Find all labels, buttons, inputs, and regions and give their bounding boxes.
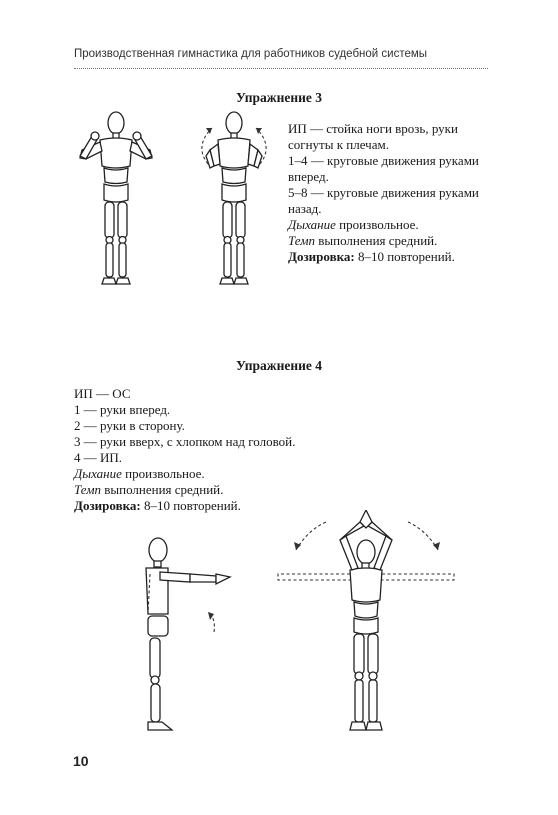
- exercise-3-dosage: [288, 249, 498, 265]
- tempo-label: Темп: [74, 482, 102, 497]
- exercise-3-line: 5–8 — круговые движения руками: [288, 185, 479, 200]
- mannequin-figure-start-position: [80, 112, 152, 284]
- mannequin-figure-arm-circles: [202, 112, 266, 284]
- exercise-4-line: 3 — руки вверх, с хлопком над головой.: [74, 434, 296, 449]
- exercise-4-description: [74, 386, 404, 514]
- dosage-value: 8–10 повторений.: [140, 498, 241, 513]
- exercise-3-title: Упражнение 3: [235, 90, 323, 105]
- exercise-3-breathing: [288, 217, 498, 233]
- running-header: Производственная гимнастика для работников судебной системы: [74, 48, 428, 60]
- header-divider: [74, 68, 488, 69]
- dosage-label: Дозировка:: [74, 498, 141, 513]
- exercise-3-line: 1–4 — круговые движения руками: [288, 153, 479, 168]
- exercise-3-description: [288, 121, 498, 265]
- breathing-label: Дыхание: [74, 466, 122, 481]
- exercise-4-breathing: [74, 466, 404, 482]
- page-number: 10: [73, 753, 89, 769]
- exercise-4-line: 2 — руки в сторону.: [74, 418, 185, 433]
- mannequin-figure-arms-up-clap: [278, 510, 454, 730]
- breathing-value: произвольное.: [335, 217, 419, 232]
- exercise-3-illustration: [64, 106, 284, 296]
- exercise-3-line: согнуты к плечам.: [288, 137, 389, 152]
- exercise-4-line: ИП — ОС: [74, 386, 131, 401]
- exercise-4-title: Упражнение 4: [235, 358, 323, 373]
- exercise-3-line: ИП — стойка ноги врозь, руки: [288, 121, 458, 136]
- breathing-label: Дыхание: [288, 217, 336, 232]
- tempo-value: выполнения средний.: [315, 233, 438, 248]
- exercise-3-line: назад.: [288, 201, 322, 216]
- breathing-value: произвольное.: [121, 466, 205, 481]
- exercise-3-tempo: [288, 233, 498, 249]
- tempo-value: выполнения средний.: [101, 482, 224, 497]
- dosage-label: Дозировка:: [288, 249, 355, 264]
- mannequin-figure-arms-forward: [146, 538, 230, 730]
- exercise-3-line: вперед.: [288, 169, 329, 184]
- exercise-4-illustration: [128, 510, 458, 736]
- dosage-value: 8–10 повторений.: [354, 249, 455, 264]
- tempo-label: Темп: [288, 233, 316, 248]
- exercise-4-line: 1 — руки вперед.: [74, 402, 171, 417]
- exercise-4-tempo: [74, 482, 404, 498]
- exercise-4-line: 4 — ИП.: [74, 450, 123, 465]
